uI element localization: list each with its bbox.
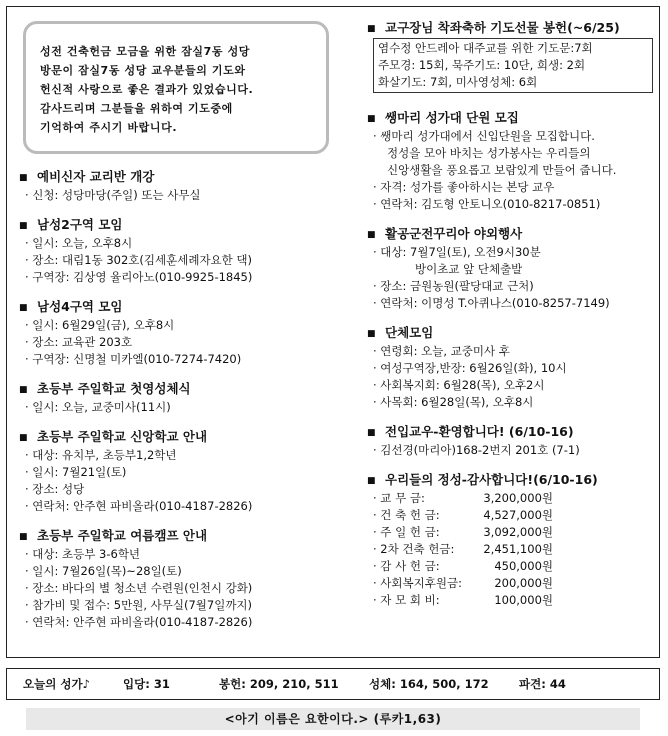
section-title: 초등부 주일학교 여름캠프 안내 [37, 528, 208, 543]
notice-line: 헌신적 사랑으로 좋은 결과가 있었습니다. [40, 83, 254, 96]
hymn-label: 오늘의 성가♪ [23, 677, 90, 691]
section-line: · 구역장: 신명철 미카엘(010-7274-7420) [25, 352, 242, 366]
section-title: 교구장님 착좌축하 기도선물 봉헌(~6/25) [385, 20, 620, 35]
square-bullet-icon: ■ [19, 173, 28, 183]
offering-row [367, 575, 659, 592]
right-column [367, 15, 659, 609]
recessional-hymn: 파견: 44 [519, 677, 566, 691]
section-line: · 자격: 성가를 좋아하시는 본당 교우 [373, 180, 555, 194]
left-column [19, 15, 337, 631]
square-bullet-icon: ■ [367, 329, 376, 339]
square-bullet-icon: ■ [367, 114, 376, 124]
notice-line: 감사드리며 그분들을 위하여 기도중에 [40, 102, 233, 115]
square-bullet-icon: ■ [367, 428, 376, 438]
square-bullet-icon: ■ [19, 532, 28, 542]
offering-label: · 주 일 헌 금: [373, 525, 440, 539]
section-title: 전입교우-환영합니다! (6/10-16) [385, 424, 574, 439]
section-men-district4 [19, 298, 337, 368]
box-line: 주모경: 15회, 묵주기도: 10단, 희생: 2회 [378, 58, 586, 72]
offering-amount: 450,000원 [494, 559, 553, 573]
offering-row [367, 524, 659, 541]
section-offerings [367, 471, 659, 609]
section-line: 정성을 모아 바치는 성가봉사는 우리들의 [387, 146, 591, 160]
section-title: 단체모임 [385, 325, 434, 340]
offering-amount: 200,000원 [494, 576, 553, 590]
section-line: · 연령회: 오늘, 교중미사 후 [373, 344, 510, 358]
offering-amount: 3,092,000원 [483, 525, 553, 539]
section-line: · 장소: 대림1동 302호(김세훈세례자요한 댁) [25, 253, 253, 267]
section-line: · 연락처: 이명성 T.아퀴나스(010-8257-7149) [373, 296, 610, 310]
section-line: 신앙생활을 풍요롭고 보람있게 만들어 줍니다. [387, 163, 617, 177]
section-faith-school [19, 428, 337, 515]
section-line: · 여성구역장,반장: 6월26일(화), 10시 [373, 361, 567, 375]
section-line: · 일시: 오늘, 교중미사(11시) [25, 400, 171, 414]
section-curia-outing [367, 225, 659, 312]
section-line: · 일시: 7월26일(목)~28일(토) [25, 564, 182, 578]
section-line: · 일시: 7월21일(토) [25, 465, 127, 479]
section-title: 초등부 주일학교 첫영성체식 [37, 381, 191, 396]
section-line: · 장소: 교육관 203호 [25, 335, 133, 349]
prayer-count-box [373, 38, 653, 93]
square-bullet-icon: ■ [19, 221, 28, 231]
offering-label: · 교 무 금: [373, 491, 425, 505]
offering-row [367, 592, 659, 609]
section-line: · 대상: 유치부, 초등부1,2학년 [25, 448, 177, 462]
notice-line: 성전 건축헌금 모금을 위한 잠실7동 성당 [40, 45, 251, 58]
section-line: · 신청: 성당마당(주일) 또는 사무실 [25, 188, 201, 202]
offertory-hymn: 봉헌: 209, 210, 511 [219, 677, 339, 691]
section-men-district2 [19, 216, 337, 286]
offering-row [367, 558, 659, 575]
offering-label: · 2차 건축 헌금: [373, 542, 455, 556]
section-title: 예비신자 교리반 개강 [37, 169, 155, 184]
section-line: · 일시: 오늘, 오후8시 [25, 236, 133, 250]
offering-amount: 4,527,000원 [483, 508, 553, 522]
section-new-parishioners [367, 423, 659, 459]
section-line: · 대상: 초등부 3-6학년 [25, 547, 141, 561]
announcements-frame [6, 6, 660, 658]
section-catechumen-class [19, 168, 337, 204]
section-title: 활공군전꾸리아 야외행사 [385, 226, 523, 241]
square-bullet-icon: ■ [19, 303, 28, 313]
section-line: · 김선경(마리아)168-2번지 201호 (7-1) [373, 443, 580, 457]
gospel-verse: <아기 이름은 요한이다.> (루카1,63) [26, 708, 640, 730]
section-line: · 사목회: 6월28일(목), 오후8시 [373, 395, 534, 409]
notice-line: 방문이 잠실7동 성당 교우분들의 기도와 [40, 64, 246, 77]
section-title: 남성4구역 모임 [37, 299, 123, 314]
offering-amount: 3,200,000원 [483, 491, 553, 505]
section-line: · 장소: 성당 [25, 482, 85, 496]
offering-amount: 100,000원 [494, 593, 553, 607]
box-line: 염수정 안드레아 대주교를 위한 기도문:7회 [378, 41, 593, 55]
section-line: · 연락처: 안주현 파비올라(010-4187-2826) [25, 615, 253, 629]
section-line: · 쌩마리 성가대에서 신입단원을 모집합니다. [373, 129, 595, 143]
section-title: 남성2구역 모임 [37, 217, 123, 232]
square-bullet-icon: ■ [19, 433, 28, 443]
box-line: 화살기도: 7회, 미사영성체: 6회 [378, 75, 538, 89]
offering-row [367, 507, 659, 524]
section-line: · 구역장: 김상영 율리아노(010-9925-1845) [25, 270, 253, 284]
section-group-meetings [367, 324, 659, 411]
entrance-hymn: 입당: 31 [123, 677, 170, 691]
offering-row [367, 541, 659, 558]
offering-label: · 사회복지후원금: [373, 576, 462, 590]
offering-label: · 건 축 헌 금: [373, 508, 440, 522]
section-summer-camp [19, 527, 337, 631]
section-line: · 대상: 7월7일(토), 오전9시30분 [373, 245, 541, 259]
square-bullet-icon: ■ [19, 385, 28, 395]
notice-box [23, 21, 329, 154]
square-bullet-icon: ■ [367, 24, 376, 34]
section-line: · 장소: 금원농원(팔당대교 근처) [373, 279, 534, 293]
offering-label: · 자 모 회 비: [373, 593, 440, 607]
section-line: · 연락처: 안주현 파비올라(010-4187-2826) [25, 499, 253, 513]
section-line: · 장소: 바다의 별 청소년 수련원(인천시 강화) [25, 581, 253, 595]
section-line: · 참가비 및 접수: 5만원, 사무실(7월7일까지) [25, 598, 253, 612]
offering-row [367, 490, 659, 507]
square-bullet-icon: ■ [367, 476, 376, 486]
section-title: 쌩마리 성가대 단원 모집 [385, 110, 519, 125]
offering-amount: 2,451,100원 [483, 542, 553, 556]
section-line: · 연락처: 김도형 안토니오(010-8217-0851) [373, 197, 601, 211]
section-title: 초등부 주일학교 신앙학교 안내 [37, 429, 208, 444]
section-line: · 일시: 6월29일(금), 오후8시 [25, 318, 175, 332]
section-first-communion [19, 380, 337, 416]
section-prayer-gift [367, 19, 659, 93]
section-choir-recruit [367, 109, 659, 213]
section-title: 우리들의 정성-감사합니다!(6/10-16) [385, 472, 598, 487]
offering-label: · 감 사 헌 금: [373, 559, 440, 573]
square-bullet-icon: ■ [367, 230, 376, 240]
notice-line: 기억하여 주시기 바랍니다. [40, 121, 178, 134]
communion-hymn: 성체: 164, 500, 172 [369, 677, 489, 691]
hymn-bar [6, 668, 660, 700]
section-line: 방이초교 앞 단체출발 [415, 262, 523, 276]
section-line: · 사회복지회: 6월28(목), 오후2시 [373, 378, 545, 392]
